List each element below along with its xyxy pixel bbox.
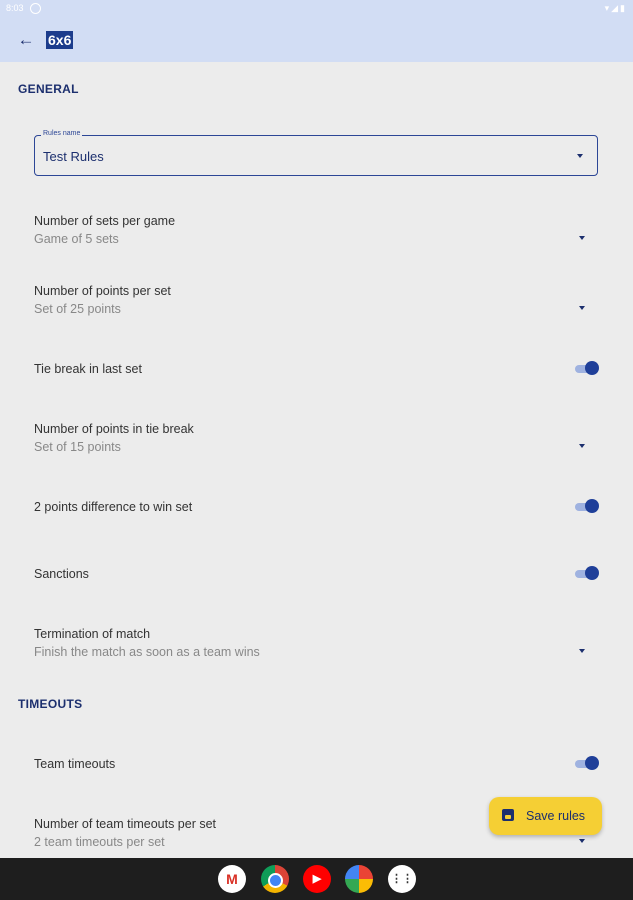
row-label: Termination of match (34, 627, 151, 641)
sanctions-row (34, 565, 599, 583)
sanctions-toggle[interactable] (575, 566, 599, 582)
toggle-thumb (585, 499, 599, 513)
tie-break-row (34, 360, 599, 378)
row-label: Number of team timeouts per set (34, 817, 217, 831)
chevron-down-icon (579, 839, 585, 843)
back-arrow-icon[interactable]: ← (17, 30, 35, 49)
save-icon (502, 809, 514, 821)
row-label: Number of points per set (34, 284, 171, 298)
points-per-set-select[interactable] (34, 282, 599, 318)
youtube-icon[interactable]: ▶ (303, 865, 331, 893)
points-tie-break-select[interactable] (34, 420, 599, 456)
tie-break-toggle[interactable] (575, 361, 599, 377)
toggle-thumb (585, 361, 599, 375)
row-value: Finish the match as soon as a team wins (34, 645, 260, 659)
section-general: GENERAL (18, 82, 79, 96)
status-time: 8:03 (6, 3, 24, 13)
row-label: 2 points difference to win set (34, 500, 193, 514)
save-rules-button[interactable] (489, 797, 602, 835)
two-points-diff-row (34, 498, 599, 516)
row-value: Set of 15 points (34, 440, 121, 454)
rules-name-field[interactable] (34, 130, 598, 176)
chevron-down-icon (579, 306, 585, 310)
status-bar (0, 0, 633, 18)
team-timeouts-toggle[interactable] (575, 756, 599, 772)
chevron-down-icon (579, 649, 585, 653)
gmail-icon[interactable]: M (218, 865, 246, 893)
app-drawer-icon[interactable]: ⋮⋮ (388, 865, 416, 893)
row-value: 2 team timeouts per set (34, 835, 165, 849)
navigation-bar (0, 858, 633, 900)
toggle-thumb (585, 566, 599, 580)
row-label: Number of points in tie break (34, 422, 194, 436)
row-value: Set of 25 points (34, 302, 121, 316)
page-title: 6x6 (48, 32, 72, 48)
row-label: Number of sets per game (34, 214, 176, 228)
rules-name-value: Test Rules (43, 149, 104, 164)
chrome-icon[interactable] (261, 865, 289, 893)
chevron-down-icon (579, 236, 585, 240)
rules-name-legend: Rules name (43, 130, 81, 137)
row-value: Game of 5 sets (34, 232, 119, 246)
team-timeouts-row (34, 755, 599, 773)
row-label: Sanctions (34, 567, 89, 581)
photos-icon[interactable] (345, 865, 373, 893)
dnd-icon (30, 3, 41, 14)
row-label: Team timeouts (34, 757, 116, 771)
sets-per-game-select[interactable] (34, 212, 599, 248)
termination-select[interactable] (34, 625, 599, 661)
section-timeouts: TIMEOUTS (18, 697, 83, 711)
chevron-down-icon (579, 444, 585, 448)
save-rules-label: Save rules (526, 809, 586, 823)
chevron-down-icon (577, 154, 583, 158)
status-icons: ▾◢▮ (604, 3, 627, 13)
row-label: Tie break in last set (34, 362, 142, 376)
toggle-thumb (585, 756, 599, 770)
two-points-diff-toggle[interactable] (575, 499, 599, 515)
app-bar (0, 18, 633, 62)
